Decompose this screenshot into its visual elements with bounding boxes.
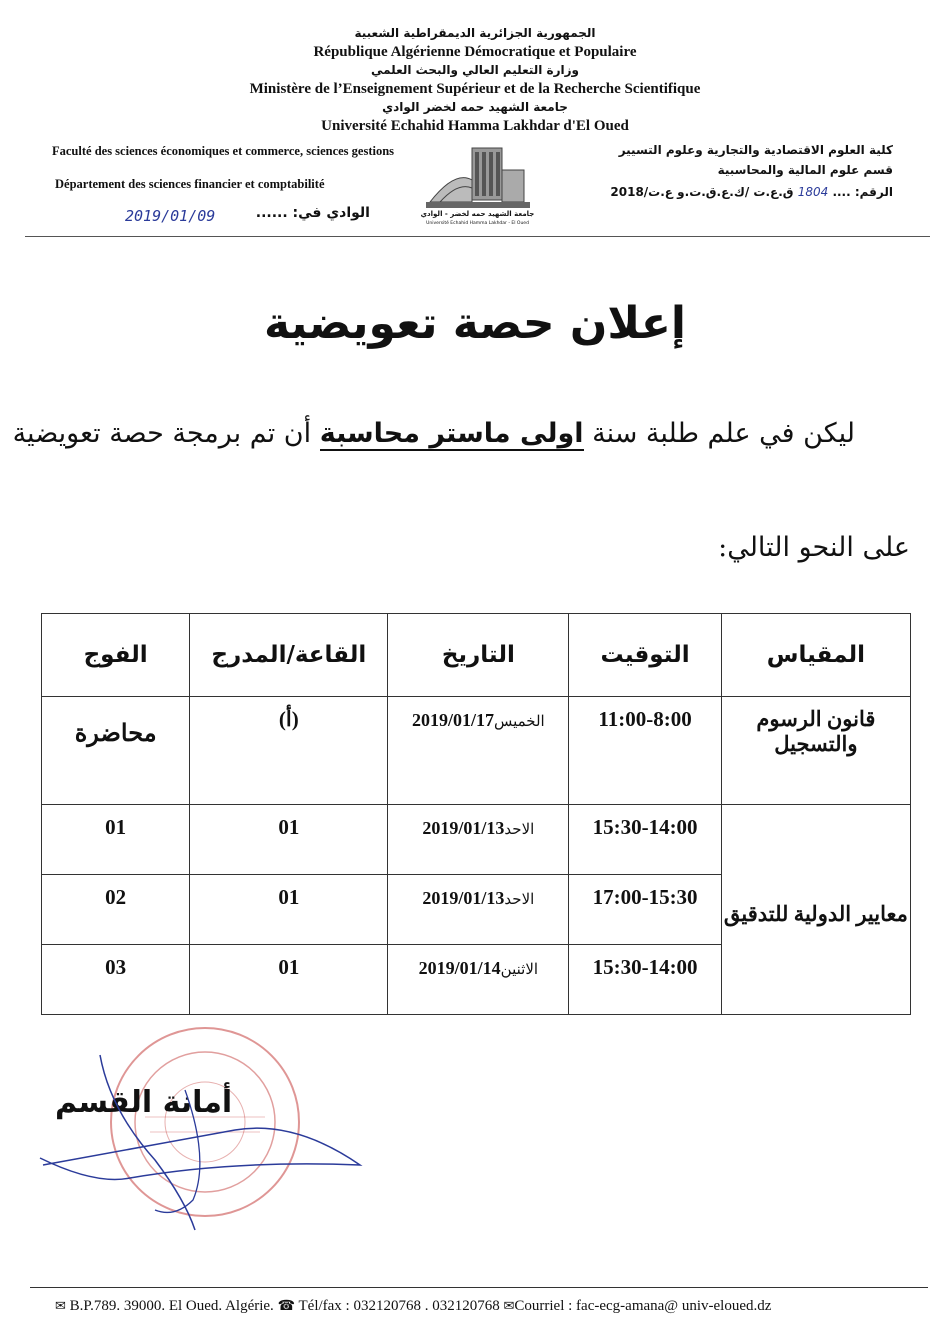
announcement-line1 xyxy=(13,418,855,449)
header-group: الفوج xyxy=(42,614,190,697)
logo-caption-fr: Université Echahid Hamma Lakhdar - El Oued xyxy=(426,221,529,226)
footer-divider xyxy=(30,1287,928,1288)
table-header-row xyxy=(42,614,911,697)
group-cell: 03 xyxy=(42,945,190,1015)
department-fr: Département des sciences financier et comptabilité xyxy=(55,177,325,191)
room-cell: 01 xyxy=(190,875,388,945)
ministry-fr: Ministère de l’Enseignement Supérieur et de la Recherche Scientifique xyxy=(249,81,701,97)
header-module: المقياس xyxy=(721,614,910,697)
time-cell: 15:30-14:00 xyxy=(569,945,721,1015)
line1-after: أن تم برمجة حصة تعويضية xyxy=(12,418,312,449)
footer-email: Courriel : fac-ecg-amana@ univ-eloued.dz xyxy=(514,1298,772,1314)
date-value: 2019/01/13 xyxy=(422,888,505,908)
date-line xyxy=(125,205,370,229)
building-logo-icon xyxy=(420,140,535,232)
university-ar: جامعة الشهيد حمه لخضر الوادي xyxy=(382,100,568,114)
room-cell: 01 xyxy=(190,805,388,875)
university-fr: Université Echahid Hamma Lakhdar d'El Oued xyxy=(321,118,629,134)
phone-icon: ☎ xyxy=(277,1299,296,1314)
time-cell: 11:00-8:00 xyxy=(569,697,721,805)
header-room: القاعة/المدرج xyxy=(190,614,388,697)
department-ar: قسم علوم المالية والمحاسبية xyxy=(717,163,893,177)
mail-icon: ✉ xyxy=(503,1298,515,1313)
day-label: الاحد xyxy=(504,890,535,908)
day-label: الخميس xyxy=(493,712,545,730)
group-cell: 01 xyxy=(42,805,190,875)
header-time: التوقيت xyxy=(569,614,721,697)
footer-address: B.P.789. 39000. El Oued. Algérie. xyxy=(69,1298,274,1314)
date-value: 2019/01/14 xyxy=(418,958,501,978)
signature-title: أمانة القسم xyxy=(55,1085,233,1120)
date-cell xyxy=(388,697,569,805)
time-cell: 17:00-15:30 xyxy=(569,875,721,945)
date-value: 2019/01/13 xyxy=(422,818,505,838)
line1-before: ليكن في علم طلبة سنة xyxy=(592,418,855,449)
republic-fr: République Algérienne Démocratique et Populaire xyxy=(313,44,637,60)
logo-caption-ar: جامعة الشهيد حمه لخضر - الوادي xyxy=(420,210,535,218)
date-handwritten: 2019/01/09 xyxy=(125,207,216,225)
reference-suffix: ق.ع.ت /ك.ع.ق.ت.و ع.ت/2018 xyxy=(610,185,794,199)
date-cell xyxy=(388,805,569,875)
ministry-ar: وزارة التعليم العالي والبحث العلمي xyxy=(370,63,580,77)
room-cell: (أ) xyxy=(190,697,388,805)
announcement-title: إعلان حصة تعويضية xyxy=(264,298,686,349)
day-label: الاثنين xyxy=(500,960,539,978)
day-label: الاحد xyxy=(504,820,535,838)
announcement-line2: على النحو التالي: xyxy=(718,532,910,563)
footer-tel: Tél/fax : 032120768 . 032120768 xyxy=(298,1298,500,1314)
reference-line xyxy=(573,185,893,199)
date-cell xyxy=(388,945,569,1015)
group-cell: محاضرة xyxy=(42,697,190,805)
room-cell: 01 xyxy=(190,945,388,1015)
module-cell: معايير الدولية للتدقيق xyxy=(721,805,910,1015)
time-cell: 15:30-14:00 xyxy=(569,805,721,875)
footer-line xyxy=(55,1298,771,1315)
schedule-table xyxy=(41,613,911,1015)
table-row xyxy=(42,697,911,805)
date-cell xyxy=(388,875,569,945)
reference-label: الرقم: .... xyxy=(832,185,893,199)
date-value: 2019/01/17 xyxy=(411,710,494,730)
line1-highlight: اولى ماستر محاسبة xyxy=(319,418,584,449)
faculty-ar: كلية العلوم الاقتصادية والتجارية وعلوم التسيير xyxy=(618,143,893,157)
university-logo xyxy=(420,140,535,232)
republic-ar: الجمهورية الجزائرية الديمقراطية الشعبية xyxy=(354,26,596,40)
module-cell: قانون الرسوم والتسجيل xyxy=(721,697,910,805)
table-row xyxy=(42,805,911,875)
handwritten-signature xyxy=(35,1050,375,1240)
header-divider xyxy=(25,236,930,237)
reference-value: 1804 xyxy=(797,185,829,199)
envelope-icon: ✉ xyxy=(55,1298,66,1313)
faculty-fr: Faculté des sciences économiques et commerce, sciences gestions xyxy=(52,144,395,158)
header-date: التاريخ xyxy=(388,614,569,697)
date-label: الوادي في: ...... xyxy=(255,205,370,221)
group-cell: 02 xyxy=(42,875,190,945)
